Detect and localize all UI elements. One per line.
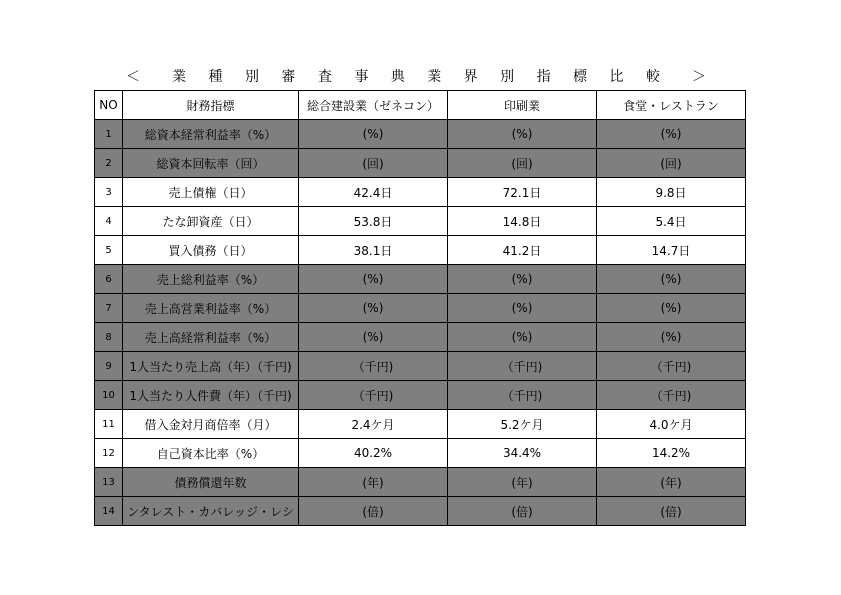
value-printing: (倍): [448, 497, 597, 526]
value-printing: (回): [448, 149, 597, 178]
value-restaurant: (%): [597, 323, 746, 352]
metric-name: ンタレスト・カバレッジ・レシ: [123, 497, 299, 526]
table-row: [95, 294, 746, 323]
table-row: [95, 352, 746, 381]
table-row: [95, 410, 746, 439]
header-printing: 印刷業: [448, 91, 597, 120]
value-printing: (年): [448, 468, 597, 497]
row-number: 9: [95, 352, 123, 381]
value-general-construction: 40.2%: [299, 439, 448, 468]
industry-comparison-table: [94, 90, 746, 526]
row-number: 14: [95, 497, 123, 526]
metric-name: 売上総利益率（%）: [123, 265, 299, 294]
table-row: [95, 323, 746, 352]
value-restaurant: (%): [597, 265, 746, 294]
metric-name: 買入債務（日）: [123, 236, 299, 265]
row-number: 10: [95, 381, 123, 410]
metric-name: 総資本経常利益率（%）: [123, 120, 299, 149]
row-number: 2: [95, 149, 123, 178]
header-general-construction: 総合建設業（ゼネコン）: [299, 91, 448, 120]
value-restaurant: （千円): [597, 381, 746, 410]
value-general-construction: (%): [299, 323, 448, 352]
header-no: NO: [95, 91, 123, 120]
row-number: 13: [95, 468, 123, 497]
metric-name: 債務償還年数: [123, 468, 299, 497]
value-general-construction: 42.4日: [299, 178, 448, 207]
value-printing: 41.2日: [448, 236, 597, 265]
row-number: 5: [95, 236, 123, 265]
table-row: [95, 236, 746, 265]
value-restaurant: (年): [597, 468, 746, 497]
value-printing: (%): [448, 265, 597, 294]
value-general-construction: (%): [299, 294, 448, 323]
value-printing: 34.4%: [448, 439, 597, 468]
value-general-construction: （千円): [299, 381, 448, 410]
value-general-construction: (年): [299, 468, 448, 497]
table-row: [95, 439, 746, 468]
header-metric: 財務指標: [123, 91, 299, 120]
row-number: 8: [95, 323, 123, 352]
table-row: [95, 178, 746, 207]
value-printing: 14.8日: [448, 207, 597, 236]
value-printing: 5.2ケ月: [448, 410, 597, 439]
value-restaurant: （千円): [597, 352, 746, 381]
value-general-construction: 38.1日: [299, 236, 448, 265]
table-row: [95, 381, 746, 410]
table-row: [95, 265, 746, 294]
value-restaurant: 5.4日: [597, 207, 746, 236]
row-number: 4: [95, 207, 123, 236]
row-number: 1: [95, 120, 123, 149]
value-general-construction: (倍): [299, 497, 448, 526]
value-printing: （千円): [448, 352, 597, 381]
value-restaurant: 14.7日: [597, 236, 746, 265]
row-number: 3: [95, 178, 123, 207]
header-restaurant: 食堂・レストラン: [597, 91, 746, 120]
metric-name: 総資本回転率（回）: [123, 149, 299, 178]
value-restaurant: (回): [597, 149, 746, 178]
page-title: ＜ 業 種 別 審 査 事 典 業 界 別 指 標 比 較 ＞: [126, 69, 715, 85]
metric-name: 自己資本比率（%）: [123, 439, 299, 468]
metric-name: たな卸資産（日）: [123, 207, 299, 236]
table-row: [95, 468, 746, 497]
table-row: [95, 497, 746, 526]
value-general-construction: (%): [299, 265, 448, 294]
value-printing: 72.1日: [448, 178, 597, 207]
table-header-row: [95, 91, 746, 120]
metric-name: 借入金対月商倍率（月）: [123, 410, 299, 439]
table-row: [95, 149, 746, 178]
row-number: 12: [95, 439, 123, 468]
value-printing: （千円): [448, 381, 597, 410]
value-general-construction: (%): [299, 120, 448, 149]
value-printing: (%): [448, 294, 597, 323]
value-printing: (%): [448, 323, 597, 352]
value-general-construction: 2.4ケ月: [299, 410, 448, 439]
value-restaurant: 9.8日: [597, 178, 746, 207]
value-restaurant: 4.0ケ月: [597, 410, 746, 439]
value-printing: (%): [448, 120, 597, 149]
table-row: [95, 120, 746, 149]
value-restaurant: (倍): [597, 497, 746, 526]
table-row: [95, 207, 746, 236]
row-number: 11: [95, 410, 123, 439]
row-number: 7: [95, 294, 123, 323]
value-general-construction: （千円): [299, 352, 448, 381]
value-restaurant: (%): [597, 120, 746, 149]
metric-name: 売上高営業利益率（%）: [123, 294, 299, 323]
metric-name: 1人当たり人件費（年）（千円): [123, 381, 299, 410]
metric-name: 売上債権（日）: [123, 178, 299, 207]
metric-name: 売上高経常利益率（%）: [123, 323, 299, 352]
value-restaurant: 14.2%: [597, 439, 746, 468]
row-number: 6: [95, 265, 123, 294]
value-restaurant: (%): [597, 294, 746, 323]
metric-name: 1人当たり売上高（年）（千円): [123, 352, 299, 381]
value-general-construction: 53.8日: [299, 207, 448, 236]
value-general-construction: (回): [299, 149, 448, 178]
